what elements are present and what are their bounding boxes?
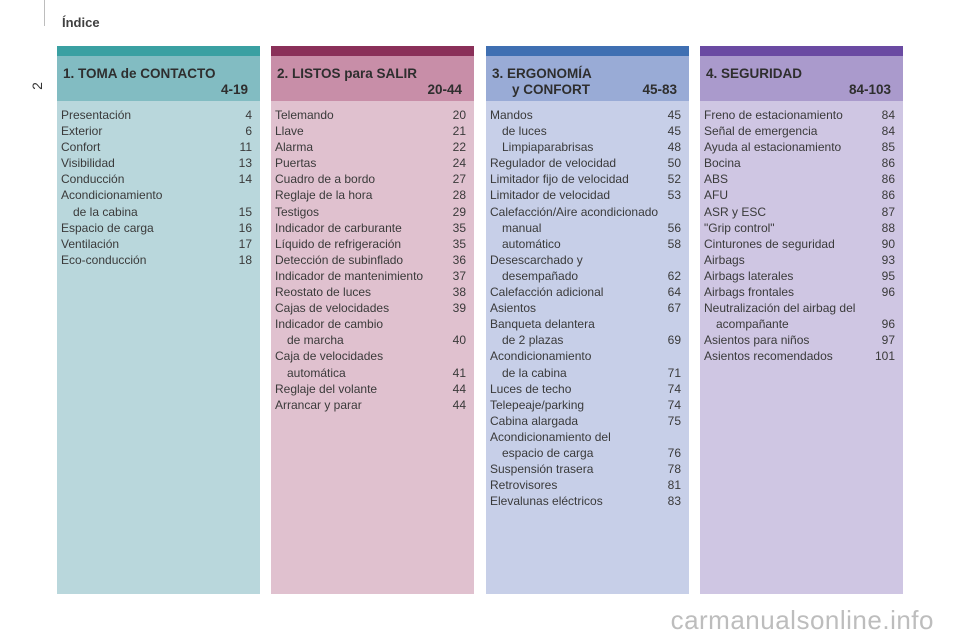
toc-entry-label: Banqueta delantera — [490, 317, 595, 332]
toc-entry-label: Reostato de luces — [275, 285, 372, 300]
toc-entry-page: 74 — [667, 381, 681, 396]
toc-entry[interactable] — [704, 139, 895, 155]
section-toma-de-contacto — [57, 46, 260, 594]
toc-entry-label: Indicador de mantenimiento — [275, 268, 424, 283]
toc-entry-label: Luces de techo — [490, 381, 572, 396]
toc-entry-page: 4 — [245, 108, 252, 122]
toc-entry-page: 17 — [238, 236, 252, 251]
toc-entry-label: Retrovisores — [490, 478, 558, 493]
toc-entry-label: Freno de estacionamiento — [704, 108, 843, 122]
toc-entry-label: Elevalunas eléctricos — [490, 494, 603, 509]
toc-entry-label: Airbags frontales — [704, 285, 795, 300]
toc-entry[interactable] — [704, 316, 895, 332]
toc-entry[interactable] — [275, 397, 466, 413]
toc-entry-page: 64 — [667, 285, 681, 300]
toc-entry-label: Puertas — [275, 156, 317, 171]
section-color-bar — [271, 46, 474, 56]
toc-entry-label: Eco-conducción — [61, 252, 147, 267]
toc-entry-label: Acondicionamiento — [61, 188, 163, 203]
section-title: 3. ERGONOMÍA — [492, 66, 592, 81]
toc-entry-page: 52 — [667, 172, 681, 187]
toc-entry[interactable] — [704, 252, 895, 268]
page-number: 2 — [29, 82, 45, 90]
toc-entry[interactable] — [275, 332, 466, 348]
toc-entry-label: Conducción — [61, 172, 125, 187]
toc-entry-label: Limitador fijo de velocidad — [490, 172, 629, 187]
toc-entry-label: Líquido de refrigeración — [275, 236, 402, 251]
toc-entry-page: 35 — [452, 236, 466, 251]
toc-entry[interactable] — [704, 268, 895, 284]
toc-entry[interactable] — [275, 123, 466, 139]
toc-entry-label: Desescarchado y — [490, 252, 583, 267]
toc-entry-label: "Grip control" — [704, 220, 775, 235]
toc-entry-page: 62 — [667, 268, 681, 283]
toc-entry-page: 48 — [667, 140, 681, 155]
toc-entry-label: desempañado — [502, 268, 579, 283]
toc-entry[interactable] — [61, 107, 252, 123]
toc-entry[interactable] — [704, 155, 895, 171]
toc-entry[interactable] — [275, 236, 466, 252]
section-item-list — [704, 107, 895, 365]
section-page-range: 4-19 — [220, 82, 248, 97]
toc-entry-label: Regulador de velocidad — [490, 156, 617, 171]
section-ergonomia-y-confort — [486, 46, 689, 594]
toc-entry-label: Neutralización del airbag del — [704, 301, 856, 316]
toc-entry[interactable] — [490, 461, 681, 477]
toc-entry-label: Calefacción adicional — [490, 285, 604, 300]
toc-entry[interactable] — [275, 107, 466, 123]
toc-entry[interactable] — [490, 155, 681, 171]
toc-entry-page: 95 — [881, 268, 895, 283]
toc-entry-page: 18 — [238, 252, 252, 267]
toc-entry[interactable] — [275, 139, 466, 155]
toc-entry[interactable] — [490, 332, 681, 348]
toc-entry-page: 85 — [881, 140, 895, 155]
toc-entry-label: Ayuda al estacionamiento — [704, 140, 842, 155]
toc-entry-label: Telepeaje/parking — [490, 397, 585, 412]
toc-entry-page: 45 — [667, 108, 681, 122]
toc-entry-page: 74 — [667, 397, 681, 412]
toc-entry-label: AFU — [704, 188, 728, 203]
toc-entry-page: 56 — [667, 220, 681, 235]
toc-entry[interactable] — [275, 155, 466, 171]
toc-entry-label: de luces — [502, 124, 547, 139]
toc-entry-label: ABS — [704, 172, 729, 187]
toc-entry[interactable] — [704, 348, 895, 364]
toc-entry[interactable] — [490, 300, 681, 316]
toc-entry-label: de 2 plazas — [502, 333, 564, 348]
toc-entry-page: 58 — [667, 236, 681, 251]
toc-entry[interactable] — [490, 381, 681, 397]
toc-entry[interactable] — [704, 284, 895, 300]
toc-entry-page: 86 — [881, 172, 895, 187]
section-title: 4. SEGURIDAD — [706, 66, 803, 81]
toc-entry-label: Cuadro de a bordo — [275, 172, 376, 187]
section-title: 2. LISTOS para SALIR — [277, 66, 418, 81]
toc-entry[interactable] — [704, 187, 895, 203]
toc-entry-page: 83 — [667, 494, 681, 509]
toc-entry-page: 87 — [881, 204, 895, 219]
toc-entry-page: 67 — [667, 301, 681, 316]
toc-entry-page: 11 — [239, 140, 252, 155]
toc-entry-page: 6 — [245, 124, 252, 139]
toc-entry[interactable] — [275, 348, 466, 364]
toc-entry-page: 75 — [667, 413, 681, 428]
toc-entry-label: automática — [287, 365, 346, 380]
toc-entry-label: Señal de emergencia — [704, 124, 818, 139]
toc-entry[interactable] — [490, 252, 681, 268]
toc-entry-page: 84 — [881, 108, 895, 122]
toc-entry-page: 96 — [881, 317, 895, 332]
toc-entry-page: 45 — [667, 124, 681, 139]
toc-entry-page: 24 — [452, 156, 466, 171]
toc-entry-label: Llave — [275, 124, 304, 139]
toc-entry[interactable] — [275, 316, 466, 332]
section-seguridad — [700, 46, 903, 594]
toc-entry-label: manual — [502, 220, 542, 235]
toc-entry[interactable] — [490, 268, 681, 284]
section-title: 1. TOMA de CONTACTO — [63, 66, 216, 81]
toc-entry-label: Arrancar y parar — [275, 397, 362, 412]
toc-entry-label: Limpiaparabrisas — [502, 140, 594, 155]
toc-entry-label: Acondicionamiento — [490, 349, 592, 364]
toc-entry-label: Visibilidad — [61, 156, 115, 171]
toc-entry[interactable] — [490, 187, 681, 203]
toc-entry[interactable] — [61, 155, 252, 171]
section-listos-para-salir — [271, 46, 474, 594]
section-header[interactable] — [700, 56, 903, 101]
toc-entry-page: 96 — [881, 285, 895, 300]
toc-entry[interactable] — [490, 413, 681, 429]
toc-entry-page: 90 — [881, 236, 895, 251]
toc-entry-page: 13 — [238, 156, 252, 171]
toc-entry[interactable] — [490, 220, 681, 236]
toc-entry-label: Exterior — [61, 124, 103, 139]
watermark: carmanualsonline.info — [670, 605, 934, 635]
section-page-range: 84-103 — [848, 82, 891, 97]
toc-entry-label: Indicador de cambio — [275, 317, 384, 332]
toc-entry-label: Telemando — [275, 108, 334, 122]
toc-entry[interactable] — [704, 123, 895, 139]
toc-entry-label: Ventilación — [61, 236, 120, 251]
toc-entry[interactable] — [275, 284, 466, 300]
toc-entry-page: 20 — [452, 108, 466, 122]
section-item-list — [490, 107, 681, 509]
toc-entry-page: 28 — [452, 188, 466, 203]
toc-entry-page: 88 — [881, 220, 895, 235]
toc-entry[interactable] — [61, 204, 252, 220]
toc-entry-page: 50 — [667, 156, 681, 171]
toc-entry-label: espacio de carga — [502, 445, 594, 460]
toc-entry-page: 76 — [667, 445, 681, 460]
toc-entry-page: 38 — [452, 285, 466, 300]
toc-entry[interactable] — [704, 220, 895, 236]
toc-entry-page: 44 — [452, 397, 466, 412]
toc-entry[interactable] — [490, 445, 681, 461]
toc-entry-label: Alarma — [275, 140, 314, 155]
toc-entry-page: 37 — [452, 268, 466, 283]
toc-entry-page: 71 — [667, 365, 681, 380]
toc-entry-page: 39 — [452, 301, 466, 316]
toc-entry[interactable] — [704, 171, 895, 187]
toc-entry-label: Limitador de velocidad — [490, 188, 611, 203]
toc-entry[interactable] — [275, 220, 466, 236]
toc-entry-page: 14 — [238, 172, 252, 187]
toc-entry-label: Asientos — [490, 301, 537, 316]
toc-entry-page: 22 — [452, 140, 466, 155]
toc-entry[interactable] — [490, 171, 681, 187]
toc-entry[interactable] — [704, 236, 895, 252]
toc-entry[interactable] — [490, 139, 681, 155]
toc-entry-page: 16 — [238, 220, 252, 235]
section-color-bar — [57, 46, 260, 56]
toc-entry[interactable] — [490, 204, 681, 220]
toc-entry[interactable] — [490, 493, 681, 509]
toc-entry-page: 15 — [238, 204, 252, 219]
toc-entry-label: Indicador de carburante — [275, 220, 402, 235]
section-header[interactable] — [57, 56, 260, 101]
section-item-list — [275, 107, 466, 413]
toc-entry-label: de marcha — [287, 333, 344, 348]
toc-entry-label: Detección de subinflado — [275, 252, 404, 267]
toc-entry[interactable] — [61, 123, 252, 139]
toc-entry[interactable] — [490, 348, 681, 364]
toc-entry-page: 101 — [874, 349, 895, 364]
toc-entry[interactable] — [275, 300, 466, 316]
toc-entry[interactable] — [61, 252, 252, 268]
toc-entry[interactable] — [490, 477, 681, 493]
toc-entry[interactable] — [61, 220, 252, 236]
toc-entry-page: 86 — [881, 156, 895, 171]
toc-entry[interactable] — [275, 204, 466, 220]
section-color-bar — [486, 46, 689, 56]
toc-entry-label: automático — [502, 236, 561, 251]
toc-entry-page: 53 — [667, 188, 681, 203]
toc-entry[interactable] — [490, 284, 681, 300]
toc-entry[interactable] — [61, 236, 252, 252]
toc-entry-page: 29 — [452, 204, 466, 219]
toc-entry-label: Cajas de velocidades — [275, 301, 390, 316]
toc-entry-page: 81 — [667, 478, 681, 493]
section-header[interactable] — [271, 56, 474, 101]
section-title-line2: y CONFORT — [512, 82, 591, 97]
section-color-bar — [700, 46, 903, 56]
toc-entry-label: Calefacción/Aire acondicionado — [490, 204, 659, 219]
toc-entry-label: Airbags — [704, 252, 745, 267]
toc-entry-label: Caja de velocidades — [275, 349, 384, 364]
header-rule — [44, 0, 45, 26]
toc-entry[interactable] — [61, 171, 252, 187]
toc-entry[interactable] — [490, 365, 681, 381]
toc-entry[interactable] — [275, 187, 466, 203]
toc-entry[interactable] — [490, 397, 681, 413]
toc-entry-label: de la cabina — [73, 204, 138, 219]
toc-entry-page: 21 — [452, 124, 466, 139]
toc-entry-label: Reglaje de la hora — [275, 188, 373, 203]
toc-entry-page: 41 — [452, 365, 466, 380]
toc-entry-label: Bocina — [704, 156, 741, 171]
toc-entry-label: Cabina alargada — [490, 413, 579, 428]
toc-entry-label: Mandos — [490, 108, 533, 122]
section-header[interactable] — [486, 56, 689, 101]
toc-entry-label: Confort — [61, 140, 101, 155]
toc-entry[interactable] — [61, 187, 252, 203]
toc-entry-label: acompañante — [716, 317, 789, 332]
toc-entry-label: Espacio de carga — [61, 220, 154, 235]
toc-entry[interactable] — [275, 252, 466, 268]
toc-entry-page: 40 — [452, 333, 466, 348]
toc-entry-page: 36 — [452, 252, 466, 267]
toc-entry[interactable] — [275, 381, 466, 397]
toc-entry[interactable] — [704, 332, 895, 348]
toc-entry[interactable] — [490, 316, 681, 332]
section-page-range: 45-83 — [642, 82, 677, 97]
section-page-range: 20-44 — [427, 82, 462, 97]
toc-entry[interactable] — [275, 171, 466, 187]
toc-entry[interactable] — [704, 300, 895, 316]
toc-entry[interactable] — [704, 107, 895, 123]
page-title: Índice — [62, 15, 100, 30]
toc-entry[interactable] — [704, 204, 895, 220]
toc-entry-page: 27 — [452, 172, 466, 187]
toc-entry[interactable] — [490, 123, 681, 139]
toc-entry-page: 35 — [452, 220, 466, 235]
toc-entry-label: Reglaje del volante — [275, 381, 378, 396]
toc-entry-label: Testigos — [275, 204, 320, 219]
toc-entry[interactable] — [490, 107, 681, 123]
toc-entry[interactable] — [61, 139, 252, 155]
toc-entry-page: 44 — [452, 381, 466, 396]
toc-entry-label: Presentación — [61, 108, 132, 122]
toc-entry-label: Airbags laterales — [704, 268, 794, 283]
toc-entry-label: ASR y ESC — [704, 204, 767, 219]
toc-entry-page: 69 — [667, 333, 681, 348]
toc-entry-label: de la cabina — [502, 365, 567, 380]
toc-entry-label: Suspensión trasera — [490, 462, 594, 477]
toc-entry[interactable] — [275, 365, 466, 381]
toc-entry-label: Asientos recomendados — [704, 349, 833, 364]
toc-entry[interactable] — [490, 429, 681, 445]
toc-entry[interactable] — [490, 236, 681, 252]
toc-entry-label: Asientos para niños — [704, 333, 810, 348]
toc-entry-label: Cinturones de seguridad — [704, 236, 835, 251]
toc-entry-page: 86 — [881, 188, 895, 203]
toc-entry-label: Acondicionamiento del — [490, 429, 611, 444]
toc-entry[interactable] — [275, 268, 466, 284]
section-item-list — [61, 107, 252, 268]
toc-entry-page: 84 — [881, 124, 895, 139]
toc-entry-page: 97 — [881, 333, 895, 348]
toc-entry-page: 93 — [881, 252, 895, 267]
toc-entry-page: 78 — [667, 462, 681, 477]
